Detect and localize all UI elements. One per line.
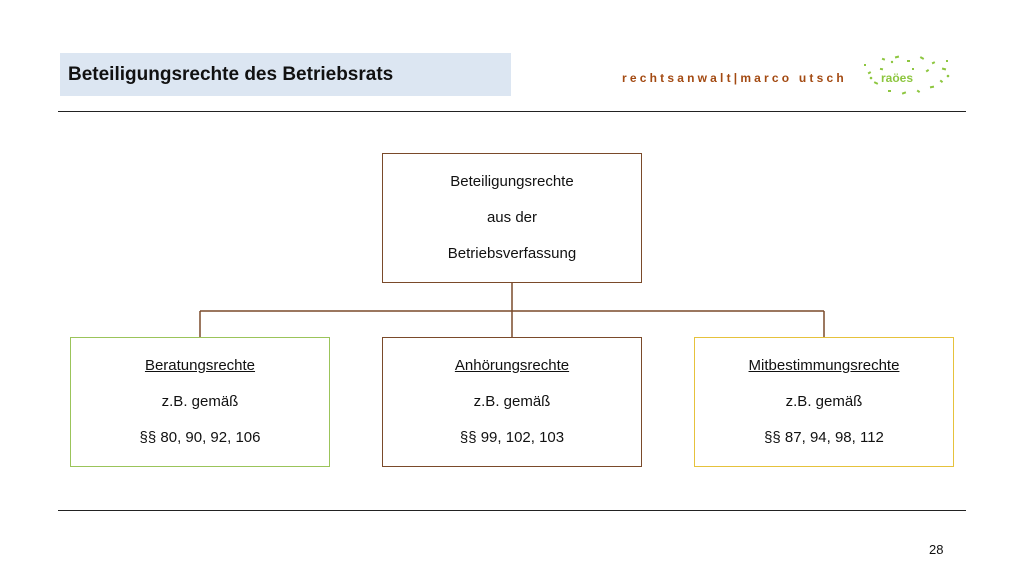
page-title: Beteiligungsrechte des Betriebsrats	[68, 63, 394, 85]
child-paragraphs: §§ 99, 102, 103	[459, 429, 565, 446]
child-box-mitbestimmungsrechte	[694, 337, 954, 467]
header-divider	[58, 111, 966, 112]
child-subline: z.B. gemäß	[473, 393, 551, 410]
child-heading: Mitbestimmungsrechte	[748, 357, 900, 374]
title-bar	[60, 53, 511, 96]
child-subline: z.B. gemäß	[161, 393, 239, 410]
child-box-anhoerungsrechte	[382, 337, 642, 467]
root-line-1: Beteiligungsrechte	[450, 173, 574, 190]
brand-logo	[862, 54, 952, 98]
root-box	[382, 153, 642, 283]
brand-name: rechtsanwalt|marco utsch	[622, 71, 847, 85]
footer-divider	[58, 510, 966, 511]
child-paragraphs: §§ 87, 94, 98, 112	[764, 429, 884, 446]
page-number: 28	[929, 542, 944, 557]
child-heading: Beratungsrechte	[144, 357, 256, 374]
logo-text: raöes	[881, 71, 914, 85]
root-line-2: aus der	[486, 209, 538, 226]
child-subline: z.B. gemäß	[785, 393, 863, 410]
root-line-3: Betriebsverfassung	[447, 245, 577, 262]
child-heading: Anhörungsrechte	[454, 357, 570, 374]
child-box-beratungsrechte	[70, 337, 330, 467]
child-paragraphs: §§ 80, 90, 92, 106	[139, 429, 261, 446]
